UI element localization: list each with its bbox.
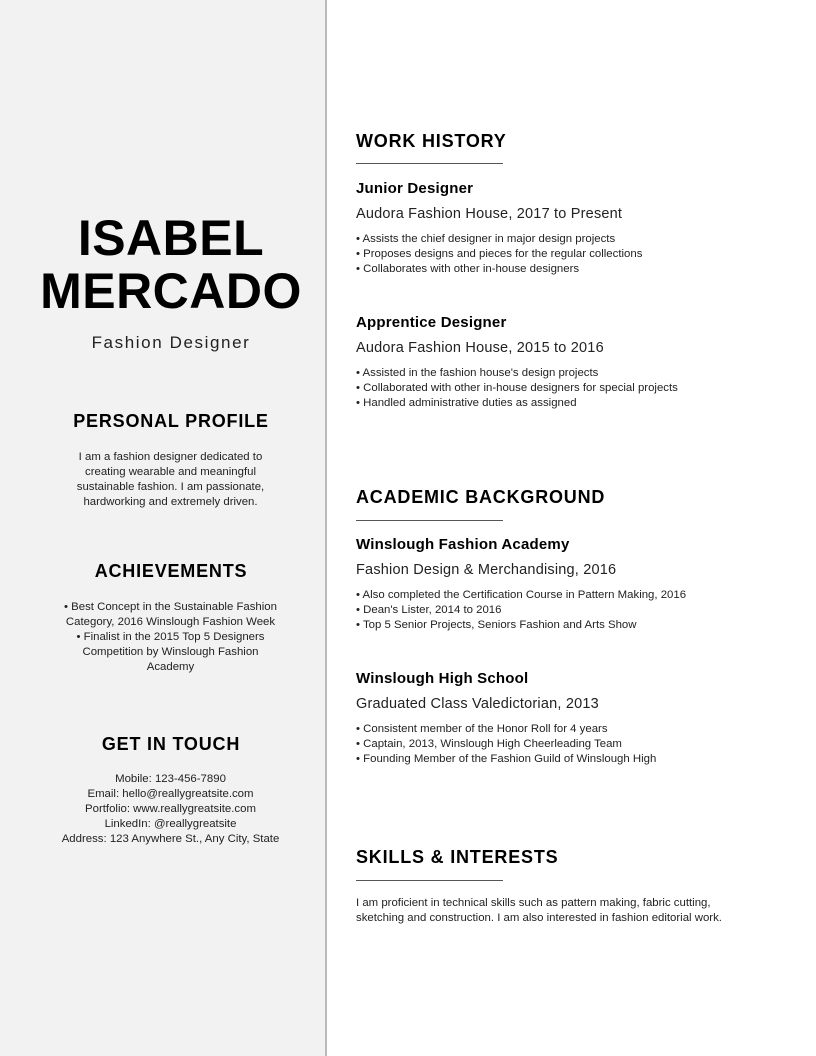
bullet-item: • Assisted in the fashion house's design projects	[356, 367, 599, 379]
section-rule	[356, 163, 503, 164]
text-line: sustainable fashion. I am passionate,	[76, 481, 265, 493]
text-line: • Best Concept in the Sustainable Fashion	[64, 601, 277, 613]
job-bullets	[356, 232, 642, 277]
bullet-item: • Consistent member of the Honor Roll for 4 years	[356, 723, 608, 735]
personal-profile-text	[50, 450, 291, 510]
bullet-item: • Collaborates with other in-house designers	[356, 263, 580, 275]
school-bullets	[356, 588, 686, 633]
bullet-item: • Captain, 2013, Winslough High Cheerleading Team	[356, 738, 622, 750]
bullet-item: • Top 5 Senior Projects, Seniors Fashion and Arts Show	[356, 619, 637, 631]
achievements-text	[50, 600, 291, 675]
section-rule	[356, 520, 503, 521]
personal-profile-heading: PERSONAL PROFILE	[73, 411, 269, 431]
last-name: MERCADO	[40, 263, 302, 319]
school-bullets	[356, 722, 656, 767]
text-line: I am proficient in technical skills such as pattern making, fabric cutting,	[356, 897, 711, 909]
skills-heading: SKILLS & INTERESTS	[356, 847, 559, 867]
text-line: Competition by Winslough Fashion	[82, 646, 259, 658]
skills-text	[356, 896, 722, 926]
school-name: Winslough High School	[356, 670, 529, 687]
academic-heading: ACADEMIC BACKGROUND	[356, 487, 606, 507]
contact-address: Address: 123 Anywhere St., Any City, State	[61, 833, 280, 845]
job-bullets	[356, 366, 678, 411]
work-history-heading: WORK HISTORY	[356, 131, 507, 151]
contact-portfolio: Portfolio: www.reallygreatsite.com	[85, 803, 256, 815]
school-name: Winslough Fashion Academy	[356, 536, 570, 553]
school-degree: Graduated Class Valedictorian, 2013	[356, 696, 599, 712]
job-title: Apprentice Designer	[356, 314, 507, 331]
contact-mobile: Mobile: 123-456-7890	[115, 773, 226, 785]
achievements-heading: ACHIEVEMENTS	[94, 561, 248, 581]
bullet-item: • Assists the chief designer in major design projects	[356, 233, 616, 245]
bullet-item: • Proposes designs and pieces for the regular collections	[356, 248, 643, 260]
column-divider	[325, 0, 327, 1056]
left-column	[0, 0, 326, 1056]
text-line: • Finalist in the 2015 Top 5 Designers	[76, 631, 265, 643]
text-line: creating wearable and meaningful	[85, 466, 256, 478]
bullet-item: • Also completed the Certification Course in Pattern Making, 2016	[356, 589, 687, 601]
job-company: Audora Fashion House, 2015 to 2016	[356, 340, 604, 356]
job-title: Junior Designer	[356, 180, 474, 197]
text-line: I am a fashion designer dedicated to	[78, 451, 263, 463]
text-line: Category, 2016 Winslough Fashion Week	[65, 616, 276, 628]
bullet-item: • Collaborated with other in-house designers for special projects	[356, 382, 678, 394]
job-title: Fashion Designer	[91, 333, 251, 352]
text-line: Academy	[146, 661, 195, 673]
bullet-item: • Dean's Lister, 2014 to 2016	[356, 604, 502, 616]
bullet-item: • Founding Member of the Fashion Guild of Winslough High	[356, 753, 657, 765]
contact-linkedin: LinkedIn: @reallygreatsite	[104, 818, 237, 830]
contact-heading: GET IN TOUCH	[101, 734, 241, 754]
first-name: ISABEL	[77, 210, 265, 266]
text-line: sketching and construction. I am also interested in fashion editorial work.	[356, 912, 722, 924]
text-line: hardworking and extremely driven.	[83, 496, 258, 508]
bullet-item: • Handled administrative duties as assigned	[356, 397, 577, 409]
section-rule	[356, 880, 503, 881]
contact-details	[40, 772, 301, 847]
school-degree: Fashion Design & Merchandising, 2016	[356, 562, 617, 578]
contact-email: Email: hello@reallygreatsite.com	[87, 788, 254, 800]
job-company: Audora Fashion House, 2017 to Present	[356, 206, 623, 222]
